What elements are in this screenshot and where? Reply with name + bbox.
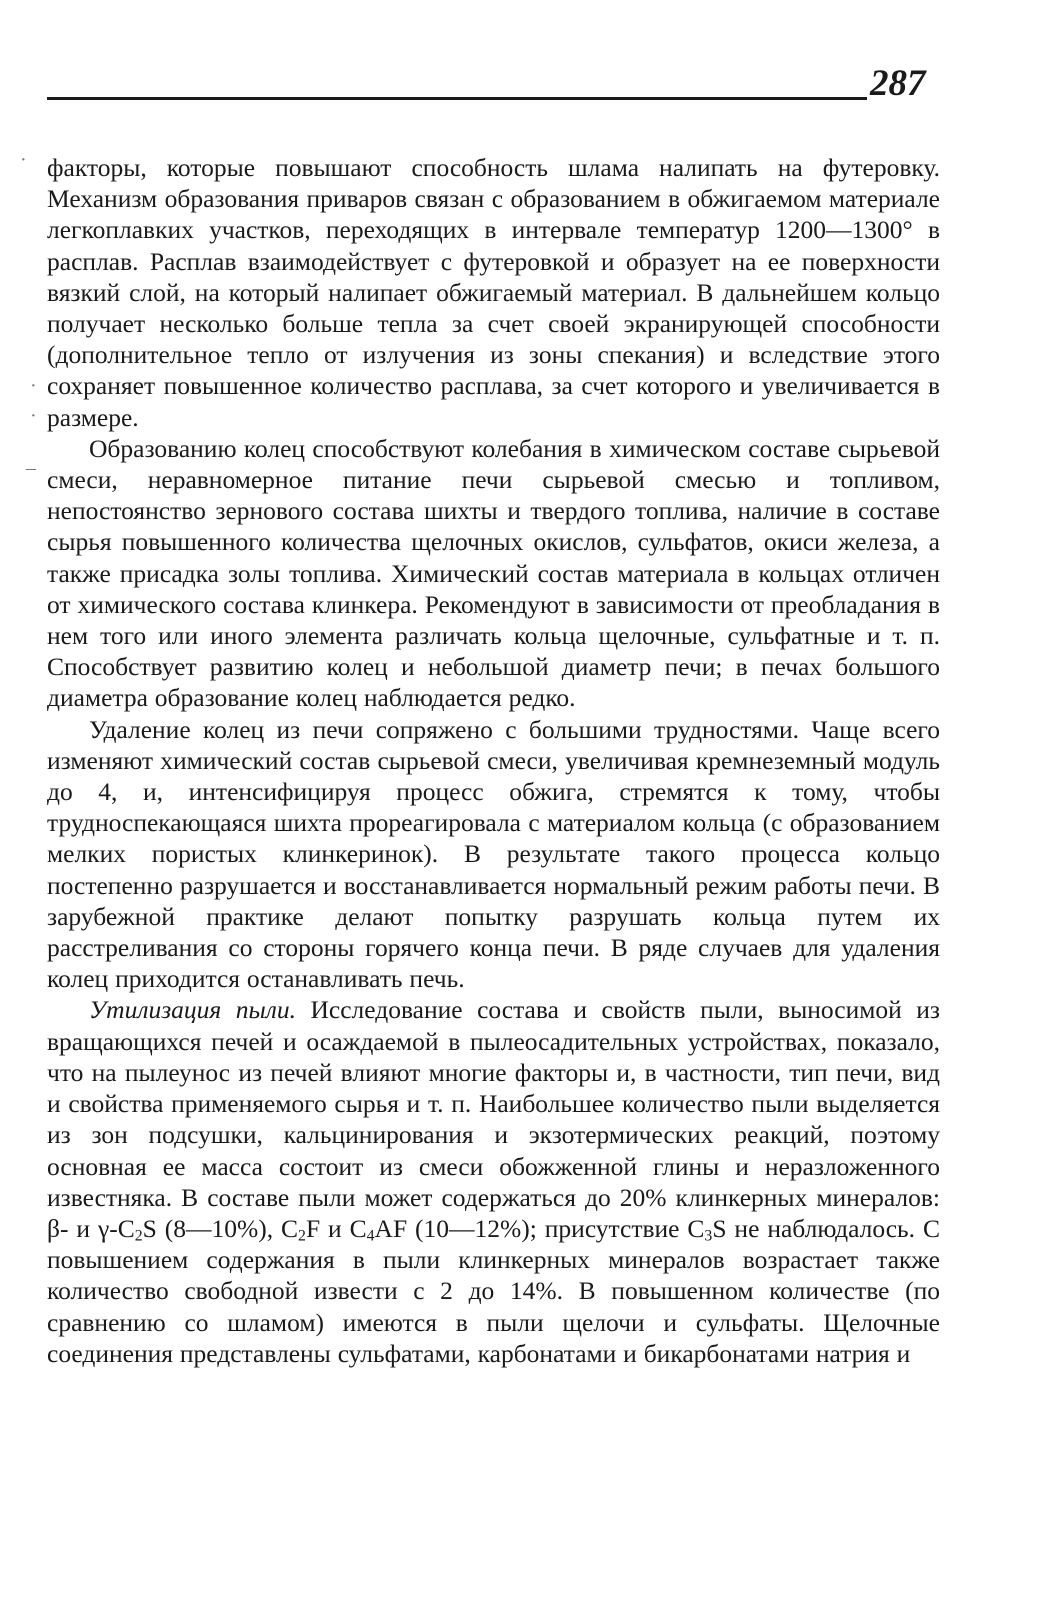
paragraph-text: S (8—10%), C xyxy=(142,1213,299,1243)
page-number: 287 xyxy=(870,63,926,104)
margin-dash: – xyxy=(26,457,36,479)
body-text xyxy=(47,152,940,1369)
paragraph-text: AF (10—12%); присутствие C xyxy=(374,1213,705,1243)
section-run-in-heading: Утилизация пыли. xyxy=(89,995,296,1025)
header-rule xyxy=(47,97,867,100)
paragraph-text: Исследование состава и свойств пыли, выносимой из вращающихся печей и осаждаемой в пылеосадительных устройствах, показало, что на пылеунос из печей влияют многие факторы и, в частности, тип печи, вид и свойства применяемого сырья и т. п. Наибольшее количество пыли выделяется из зон подсушки, кальцинирования и экзотермических реакций, поэтому основная ее масса состоит из смеси обожженной глины и неразложенного известняка. В составе пыли может содержаться до 20% клинкерных минералов: β- и γ-C xyxy=(47,995,940,1243)
subscript: 2 xyxy=(298,1227,306,1245)
subscript: 3 xyxy=(704,1227,713,1245)
paragraph xyxy=(47,994,940,1368)
paragraph: Удаление колец из печи сопряжено с большими трудностями. Чаще всего изменяют химический состав сырьевой смеси, увеличивая кремнеземный модуль до 4, и, интенсифицируя процесс обжига, стремятся к тому, чтобы трудноспекающаяся шихта прореагировала с материалом кольца (с образованием мелких пористых клинкеринок). В результате такого процесса кольцо постепенно разрушается и восстанавливается нормальный режим работы печи. В зарубежной практике делают попытку разрушать кольца путем их расстреливания со стороны горячего конца печи. В ряде случаев для удаления колец приходится останавливать печь. xyxy=(47,714,940,994)
subscript: 2 xyxy=(134,1227,143,1245)
subscript: 4 xyxy=(366,1227,375,1245)
paragraph-text: F и C xyxy=(305,1213,367,1243)
paragraph: факторы, которые повышают способность шлама налипать на футеровку. Механизм образования приваров связан с образованием в обжигаемом материале легкоплавких участков, переходящих в интервале температур 1200—1300° в расплав. Расплав взаимодействует с футеровкой и образует на ее поверхности вязкий слой, на который налипает обжигаемый материал. В дальнейшем кольцо получает несколько больше тепла за счет своей экранирующей способности (дополнительное тепло от излучения из зоны спекания) и вследствие этого сохраняет повышенное количество расплава, за счет которого и увеличивается в размере. xyxy=(47,153,940,432)
margin-dot: · xyxy=(30,405,37,427)
margin-dot: · xyxy=(30,375,37,397)
margin-dot: · xyxy=(20,149,27,171)
paragraph: Образованию колец способствуют колебания в химическом составе сырьевой смеси, неравномерное питание печи сырьевой смесью и топливом, непостоянство зернового состава шихты и твердого топлива, наличие в составе сырья повышенного количества щелочных окислов, сульфатов, окиси железа, а также присадка золы топлива. Химический состав материала в кольцах отличен от химического состава клинкера. Рекомендуют в зависимости от преобладания в нем того или иного элемента различать кольца щелочные, сульфатные и т. п. Способствует развитию колец и небольшой диаметр печи; в печах большого диаметра образование колец наблюдается редко. xyxy=(47,433,940,713)
paragraph-text: S не наблюдалось. С повышением содержания в пыли клинкерных минералов возрастает также количество свободной извести с 2 до 14%. В повышенном количестве (по сравнению со шламом) имеются в пыли щелочи и сульфаты. Щелочные соединения представлены сульфатами, карбонатами и бикарбонатами натрия и xyxy=(47,1213,940,1368)
